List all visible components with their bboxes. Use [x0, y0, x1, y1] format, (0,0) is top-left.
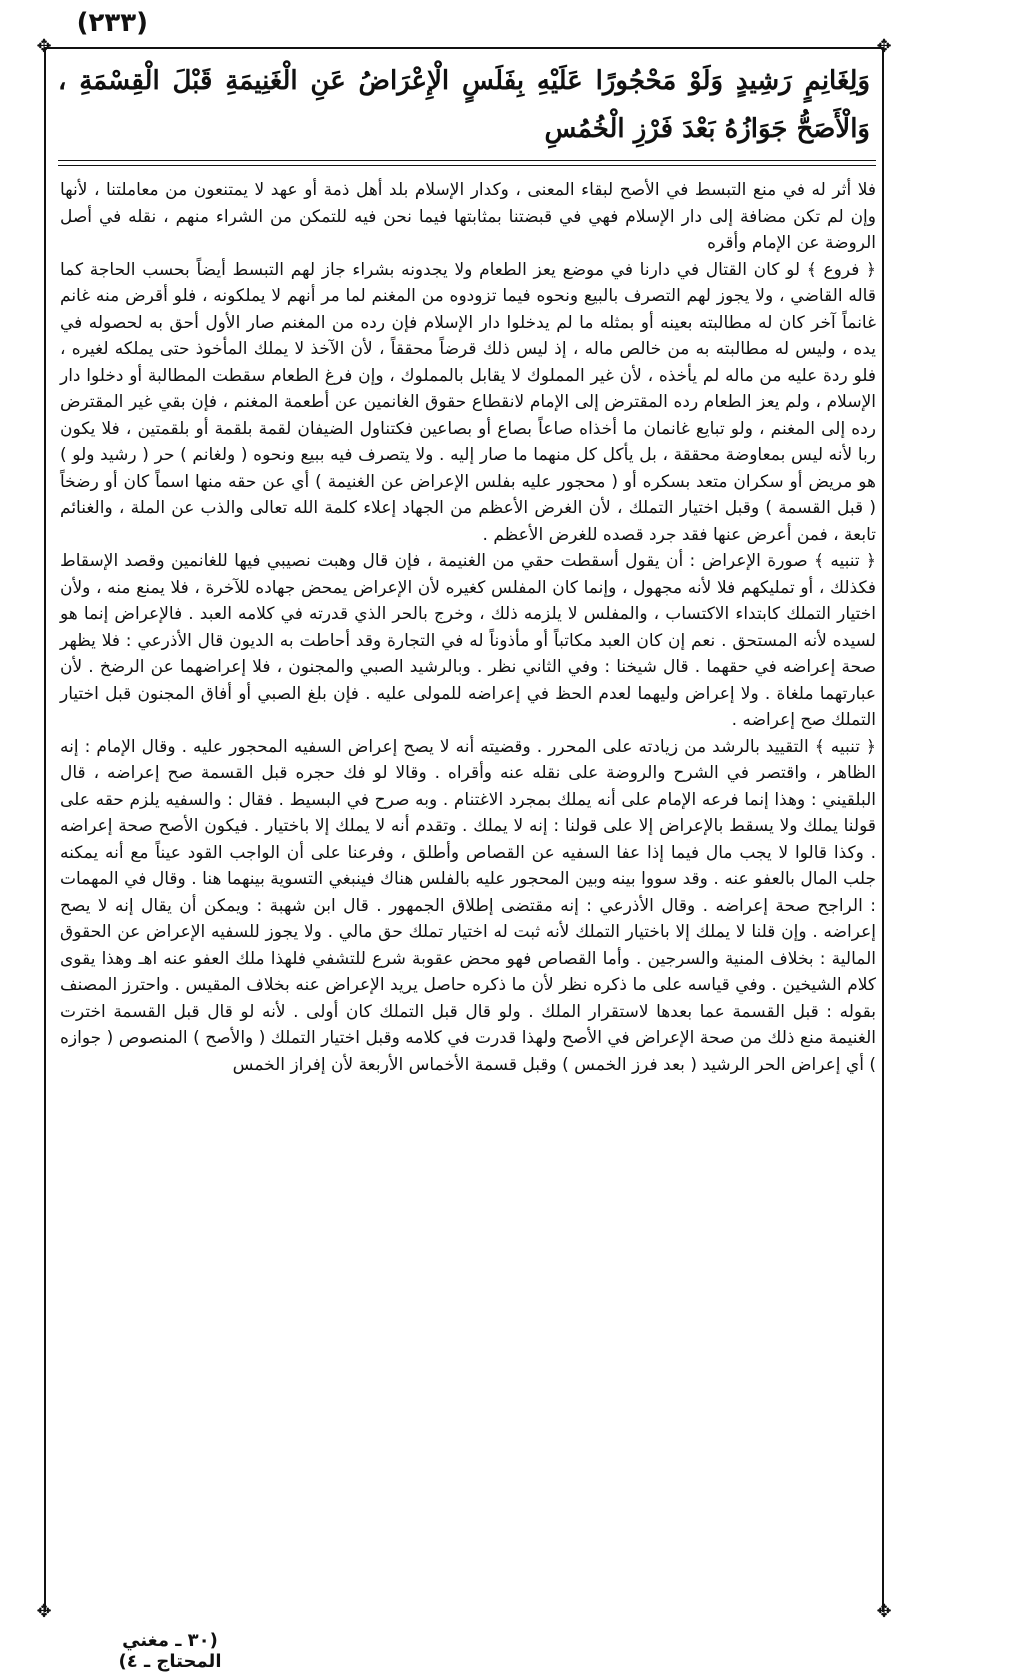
section-separator	[58, 160, 876, 166]
matn-text: وَلِغَانِمٍ رَشِيدٍ وَلَوْ مَحْجُورًا عَلَيْهِ بِفَلَسٍ الْإِعْرَاضُ عَنِ الْغَنِيمَةِ قَبْلَ الْقِسْمَةِ ، وَالْأَصَحُّ جَوَازُهُ بَعْدَ فَرْزِ الْخُمُسِ	[58, 66, 870, 144]
ornament-corner-icon: ✥	[36, 36, 52, 57]
commentary-paragraph: ﴿ تنبيه ﴾ صورة الإعراض : أن يقول أسقطت حقي من الغنيمة ، فإن قال وهبت نصيبي فيها للغانمين وقصد الإسقاط فكذلك ، أو تمليكهم فلا لأنه مجهول ، وإنما كان المفلس كغيره لأن الإعراض يمحض جهاده للآخرة ، فلا يمنع منه ، ولأن اختيار التملك كابتداء الاكتساب ، والمفلس لا يلزمه ذلك ، وخرج بالحر الذي قدرته في كلامه العبد . فالإعراض إنما هو لسيده لأنه المستحق . نعم إن كان العبد مكاتباً أو مأذوناً له في التجارة وقد أحاطت به الديون قال الأذرعي : فلا يظهر صحة إعراضه في حقهما . قال شيخنا : وفي الثاني نظر . وبالرشيد الصبي والمجنون ، فلا إعراضهما عن الرضخ . لأن عبارتهما ملغاة . ولا إعراض وليهما لعدم الحظ في إعراضه للمولى عليه . فإن بلغ الصبي أو أفاق المجنون قبل اختيار التملك صح إعراضه .	[60, 551, 876, 730]
ornament-corner-icon: ✥	[36, 1601, 52, 1622]
commentary-paragraph: ﴿ تنبيه ﴾ التقييد بالرشد من زيادته على المحرر . وقضيته أنه لا يصح إعراض السفيه المحجور عليه . وقال الإمام : إنه الظاهر ، واقتصر في الشرح والروضة على نقله عنه وأقراه . وقالا لو فك حجره قبل القسمة صح إعراضه ، قال البلقيني : وهذا إنما فرعه الإمام على أنه يملك بمجرد الاغتنام . وبه صرح في البسيط . فقال : والسفيه يلزم حقه على قولنا يملك ولا يسقط بالإعراض إلا على قولنا : إنه لا يملك . وتقدم أنه لا يملك إلا باختيار . فيكون الأصح صحة إعراضه . وكذا قالوا لا يجب مال فيما إذا عفا السفيه عن القصاص وأطلق ، وفرعنا على أن الواجب القود عيناً مع أنه يمكنه جلب المال بالعفو عنه . وقد سووا بينه وبين المحجور عليه بالفلس هناك فينبغي التسوية بينهما هنا . وقال في المهمات : الراجح صحة إعراضه . وقال الأذرعي : إنه مقتضى إطلاق الجمهور . قال ابن شهبة : ويمكن أن يقال إنه لا يصح إعراضه . وإن قلنا لا يملك إلا باختيار التملك لأنه ثبت له اختيار تملك حق مالي . ولا يجوز للسفيه الإعراض عن الحقوق المالية : بخلاف المنية والسرجين . وأما القصاص فهو محض عقوبة شرع للتشفي فلهذا ملك العفو عنه اهـ وهذا يقوى كلام الشيخين . وفي قياسه على ما ذكره نظر لأن ما ذكره حاصل يريد الإعراض عنه بخلاف المقيس . واحترز المصنف بقوله : قبل القسمة عما بعدها لاستقرار الملك . ولو قال قبل التملك كان أولى . لأنه لو قال قبل القسمة اخترت الغنيمة منع ذلك من صحة الإعراض في الأصح ولهذا قدرت في كلامه وقبل اختيار التملك ( والأصح ) المنصوص ( جوازه ) أي إعراض الحر الرشيد ( بعد فرز الخمس ) وقبل قسمة الأخماس الأربعة لأن إفراز الخمس	[60, 736, 876, 1075]
frame-right-line	[882, 47, 884, 1612]
ornament-corner-icon: ✥	[876, 36, 892, 57]
page-footer: (٣٠ ـ مغني المحتاج ـ ٤)	[118, 1630, 222, 1672]
commentary-paragraph: فلا أثر له في منع التبسط في الأصح لبقاء المعنى ، وكدار الإسلام بلد أهل ذمة أو عهد لا يمتنعون من معاملتنا ، لأنها وإن لم تكن مضافة إلى دار الإسلام فهي في قبضتنا بمثابتها فيما نحن فيه للتمكن من الشراء منهم ، نقله في أصل الروضة عن الإمام وأقره	[60, 180, 876, 253]
frame-top-line	[44, 47, 884, 49]
frame-left-line	[44, 47, 46, 1612]
page-number: (٢٣٣)	[76, 8, 148, 38]
commentary-paragraph: ﴿ فروع ﴾ لو كان القتال في دارنا في موضع يعز الطعام ولا يجدونه بشراء جاز لهم التبسط أيضاً بحسب الحاجة كما قاله القاضي ، ولا يجوز لهم التصرف بالبيع ونحوه فيما تزودوه من المغنم لما مر أنهم لا يملكونه ، فلو أقرض منه غانم غانماً آخر كان له مطالبته بعينه أو بمثله ما لم يدخلوا دار الإسلام فإن رده من المغنم صار الأول أحق به لحصوله في يده ، وليس له مطالبته به من خالص ماله ، إذ ليس ذلك قرضاً محققاً ، لأن الآخذ لا يملك المأخوذ حتى يملكه لغيره ، فلو ردة عليه من ماله لم يأخذه ، لأن غير المملوك لا يقابل بالمملوك ، وإن فرغ الطعام سقطت المطالبة أو دخلوا دار الإسلام ، ولم يعز الطعام رده المقترض إلى الإمام لانقطاع حقوق الغانمين عن أطعمة المغنم ، فإن بقي غير المقترض رده إلى المغنم ، ولو تبايع غانمان ما أخذاه صاعاً بصاع أو بصاعين فكتناول الضيفان لقمة بلقمة أو بلقمتين ، فلا يكون ربا لأنه ليس بمعاوضة محققة ، بل يأكل كل منهما ما صار إليه . ولا يتصرف فيه ببيع ونحوه ( ولغانم ) حر ( رشيد ولو ) هو مريض أو سكران متعد بسكره أو ( محجور عليه بفلس الإعراض عن الغنيمة ) أي عن حقه منها اسماً كان أو رضخاً ( قبل القسمة ) وقبل اختيار التملك ، لأن الغرض الأعظم من الجهاد إعلاء كلمة الله تعالى والذب عن الملة ، والغنائم تابعة ، فمن أعرض عنها فقد جرد قصده للغرض الأعظم .	[60, 259, 876, 545]
commentary-body	[60, 177, 876, 1609]
ornament-corner-icon: ✥	[876, 1601, 892, 1622]
